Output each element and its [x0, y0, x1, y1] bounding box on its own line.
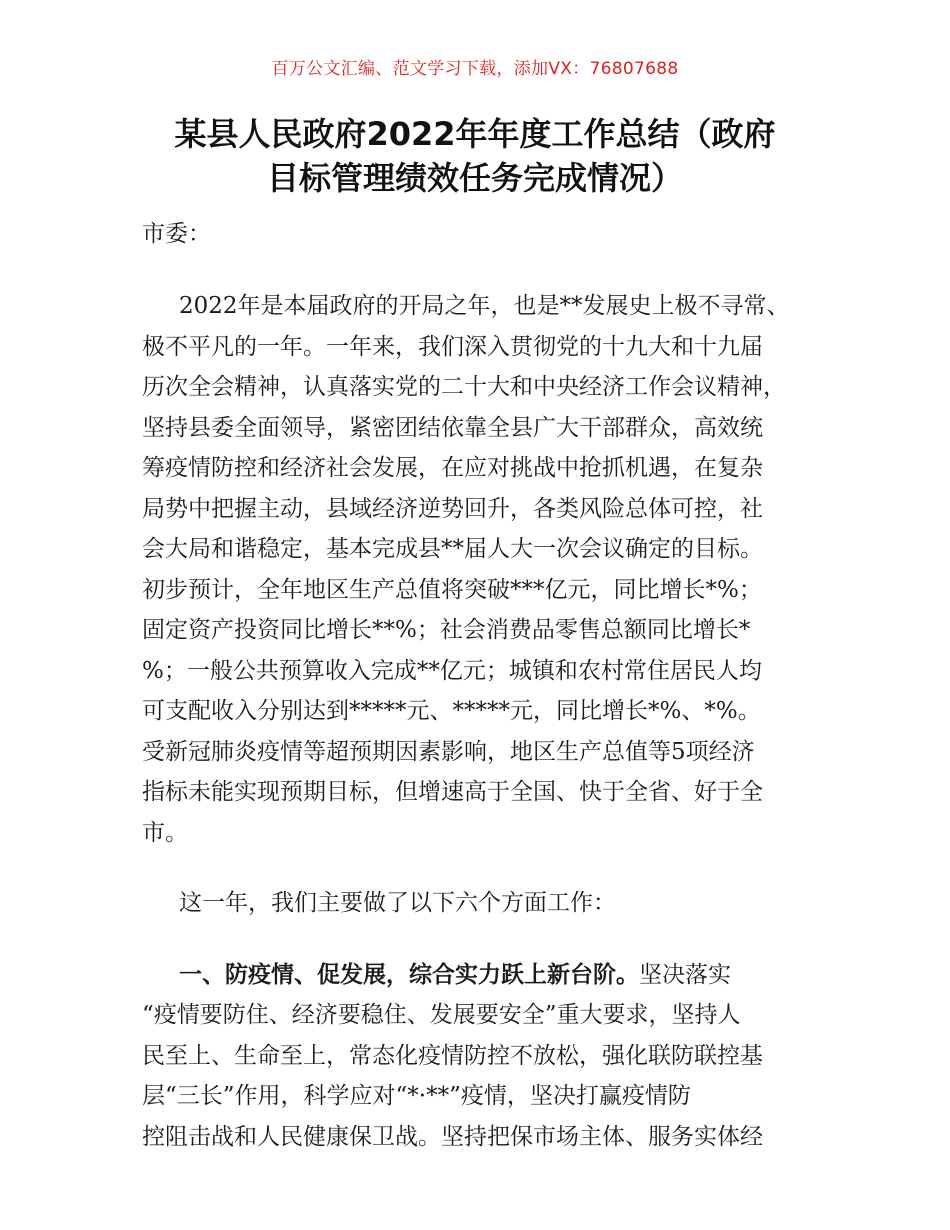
salutation: 市委： [142, 221, 211, 247]
text-line: 民至上、生命至上，常态化疫情防控不放松，强化联防联控基 [142, 1042, 763, 1069]
text-line: %；一般公共预算收入完成**亿元；城镇和农村常住居民人均 [142, 657, 762, 684]
watermark-banner: 百万公文汇编、范文学习下载，添加VX：76807688 [271, 59, 679, 79]
text-line: 控阻击战和人民健康保卫战。坚持把保市场主体、服务实体经 [142, 1123, 763, 1150]
text-line: 历次全会精神，认真落实党的二十大和中央经济工作会议精神， [142, 374, 786, 400]
text-line: 层“三长”作用，科学应对“*·**”疫情，坚决打赢疫情防 [142, 1083, 691, 1109]
document-body [142, 212, 822, 1157]
text-line: 市。 [142, 819, 188, 846]
paragraph-intro [142, 286, 822, 853]
text-line: 这一年，我们主要做了以下六个方面工作： [179, 890, 616, 916]
text-line: “疫情要防住、经济要稳住、发展要安全”重大要求，坚持人 [142, 1002, 741, 1028]
text-line: 局势中把握主动，县域经济逆势回升，各类风险总体可控，社 [142, 495, 763, 522]
section-heading: 一、防疫情、促发展，综合实力跃上新台阶。 [179, 961, 639, 988]
title-line-2: 目标管理绩效任务完成情况） [266, 159, 683, 197]
text-line: 极不平凡的一年。一年来，我们深入贯彻党的十九大和十九届 [142, 333, 763, 360]
text-line: 2022年是本届政府的开局之年，也是**发展史上极不寻常、 [179, 293, 790, 319]
text-line: 筹疫情防控和经济社会发展，在应对挑战中抢抓机遇，在复杂 [142, 455, 763, 481]
paragraph-summary [142, 883, 822, 924]
document-title [100, 112, 850, 200]
text-line: 指标未能实现预期目标，但增速高于全国、快于全省、好于全 [142, 779, 763, 805]
text-line: 会大局和谐稳定，基本完成县**届人大一次会议确定的目标。 [142, 536, 763, 562]
section-heading-rest: 坚决落实 [639, 961, 731, 988]
text-line: 坚持县委全面领导，紧密团结依靠全县广大干部群众，高效统 [142, 414, 763, 441]
text-line: 初步预计，全年地区生产总值将突破***亿元，同比增长*%； [142, 576, 762, 603]
title-line-1: 某县人民政府2022年年度工作总结（政府 [174, 115, 776, 153]
paragraph-section-one [142, 955, 822, 1158]
text-line: 固定资产投资同比增长**%；社会消费品零售总额同比增长* [142, 617, 751, 643]
section-heading-line [142, 955, 822, 996]
text-line: 可支配收入分别达到*****元、*****元，同比增长*%、*%。 [142, 698, 761, 724]
text-line: 受新冠肺炎疫情等超预期因素影响，地区生产总值等5项经济 [142, 738, 755, 765]
